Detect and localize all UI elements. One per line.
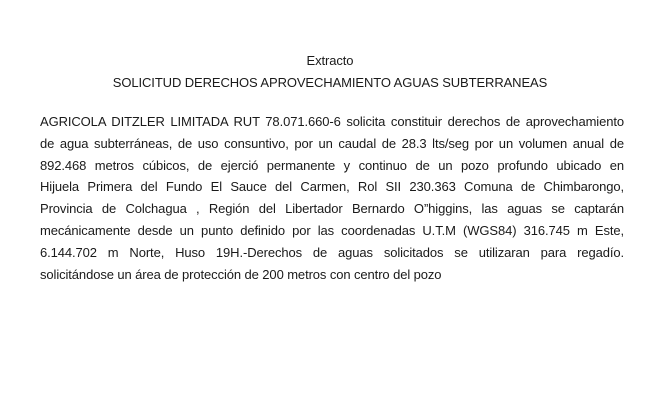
paragraph-line: de agua subterráneas, de uso consuntivo, por un caudal de 28.3 lts/seg por un volumen anual de xyxy=(40,135,624,151)
paragraph-line: AGRICOLA DITZLER LIMITADA RUT 78.071.660-6 solicita constituir derechos de aprovechamiento xyxy=(40,114,624,129)
paragraph-line: solicitándose un área de protección de 200 metros con centro del pozo xyxy=(40,266,442,282)
paragraph-line: Provincia de Colchagua , Región del Libertador Bernardo O”higgins, las aguas se captarán xyxy=(40,201,624,217)
paragraph-line: Hijuela Primera del Fundo El Sauce del Carmen, Rol SII 230.363 Comuna de Chimbarongo, xyxy=(40,179,624,195)
document-heading-title: SOLICITUD DERECHOS APROVECHAMIENTO AGUAS SUBTERRANEAS xyxy=(112,75,548,90)
document-heading xyxy=(0,50,660,94)
document-heading-extracto: Extracto xyxy=(306,53,354,68)
paragraph-line: 6.144.702 m Norte, Huso 19H.-Derechos de aguas solicitados se utilizaran para regadío. xyxy=(40,244,624,260)
paragraph-line: 892.468 metros cúbicos, de ejerció permanente y continuo de un pozo profundo ubicado en xyxy=(40,157,624,173)
paragraph-line: mecánicamente desde un punto definido por las coordenadas U.T.M (WGS84) 316.745 m Este, xyxy=(40,222,624,238)
document-paragraph xyxy=(40,111,624,285)
